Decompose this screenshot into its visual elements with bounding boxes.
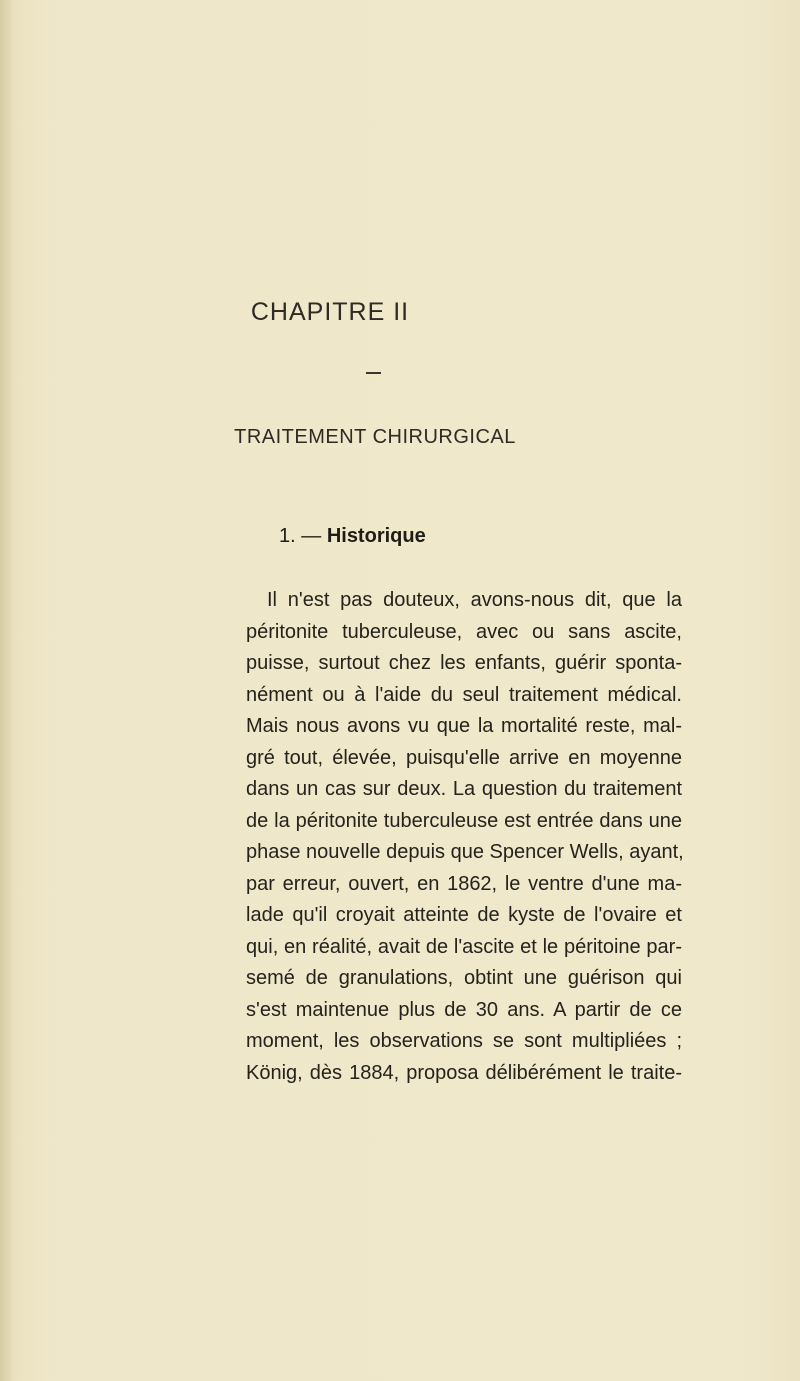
chapter-title: CHAPITRE II bbox=[250, 298, 410, 326]
paragraph-line: de la péritonite tuberculeuse est entrée dans une bbox=[246, 809, 682, 832]
subsection-heading bbox=[279, 525, 426, 548]
title-separator-dash bbox=[366, 372, 381, 374]
paragraph-line: semé de granulations, obtint une guérison qui bbox=[246, 967, 682, 989]
paragraph-line: s'est maintenue plus de 30 ans. A partir de ce bbox=[246, 998, 682, 1021]
paragraph-line: nément ou à l'aide du seul traitement médical. bbox=[246, 683, 682, 706]
paragraph-line: par erreur, ouvert, en 1862, le ventre d'une ma- bbox=[246, 872, 682, 895]
paragraph-line: dans un cas sur deux. La question du traitement bbox=[246, 778, 682, 800]
paragraph-line: puisse, surtout chez les enfants, guérir sponta- bbox=[246, 652, 682, 674]
subsection-title: Historique bbox=[326, 525, 426, 547]
chapter-subtitle: TRAITEMENT CHIRURGICAL bbox=[234, 426, 516, 448]
page-gutter bbox=[0, 0, 12, 1381]
body-paragraph bbox=[246, 585, 682, 1089]
paragraph-line: Mais nous avons vu que la mortalité reste, mal- bbox=[246, 715, 682, 737]
paragraph-line: gré tout, élevée, puisqu'elle arrive en moyenne bbox=[246, 746, 682, 769]
subsection-number: 1. — bbox=[279, 525, 322, 547]
paragraph-line: lade qu'il croyait atteinte de kyste de l'ovaire et bbox=[246, 904, 682, 926]
paragraph-line: König, dès 1884, proposa délibérément le traite- bbox=[246, 1061, 682, 1084]
paragraph-line: Il n'est pas douteux, avons-nous dit, que la bbox=[267, 589, 682, 611]
paragraph-line: moment, les observations se sont multipliées ; bbox=[246, 1030, 682, 1052]
paragraph-line: qui, en réalité, avait de l'ascite et le péritoine par- bbox=[246, 935, 682, 958]
paragraph-line: péritonite tuberculeuse, avec ou sans ascite, bbox=[246, 620, 682, 643]
paragraph-line: phase nouvelle depuis que Spencer Wells, ayant, bbox=[246, 841, 684, 863]
